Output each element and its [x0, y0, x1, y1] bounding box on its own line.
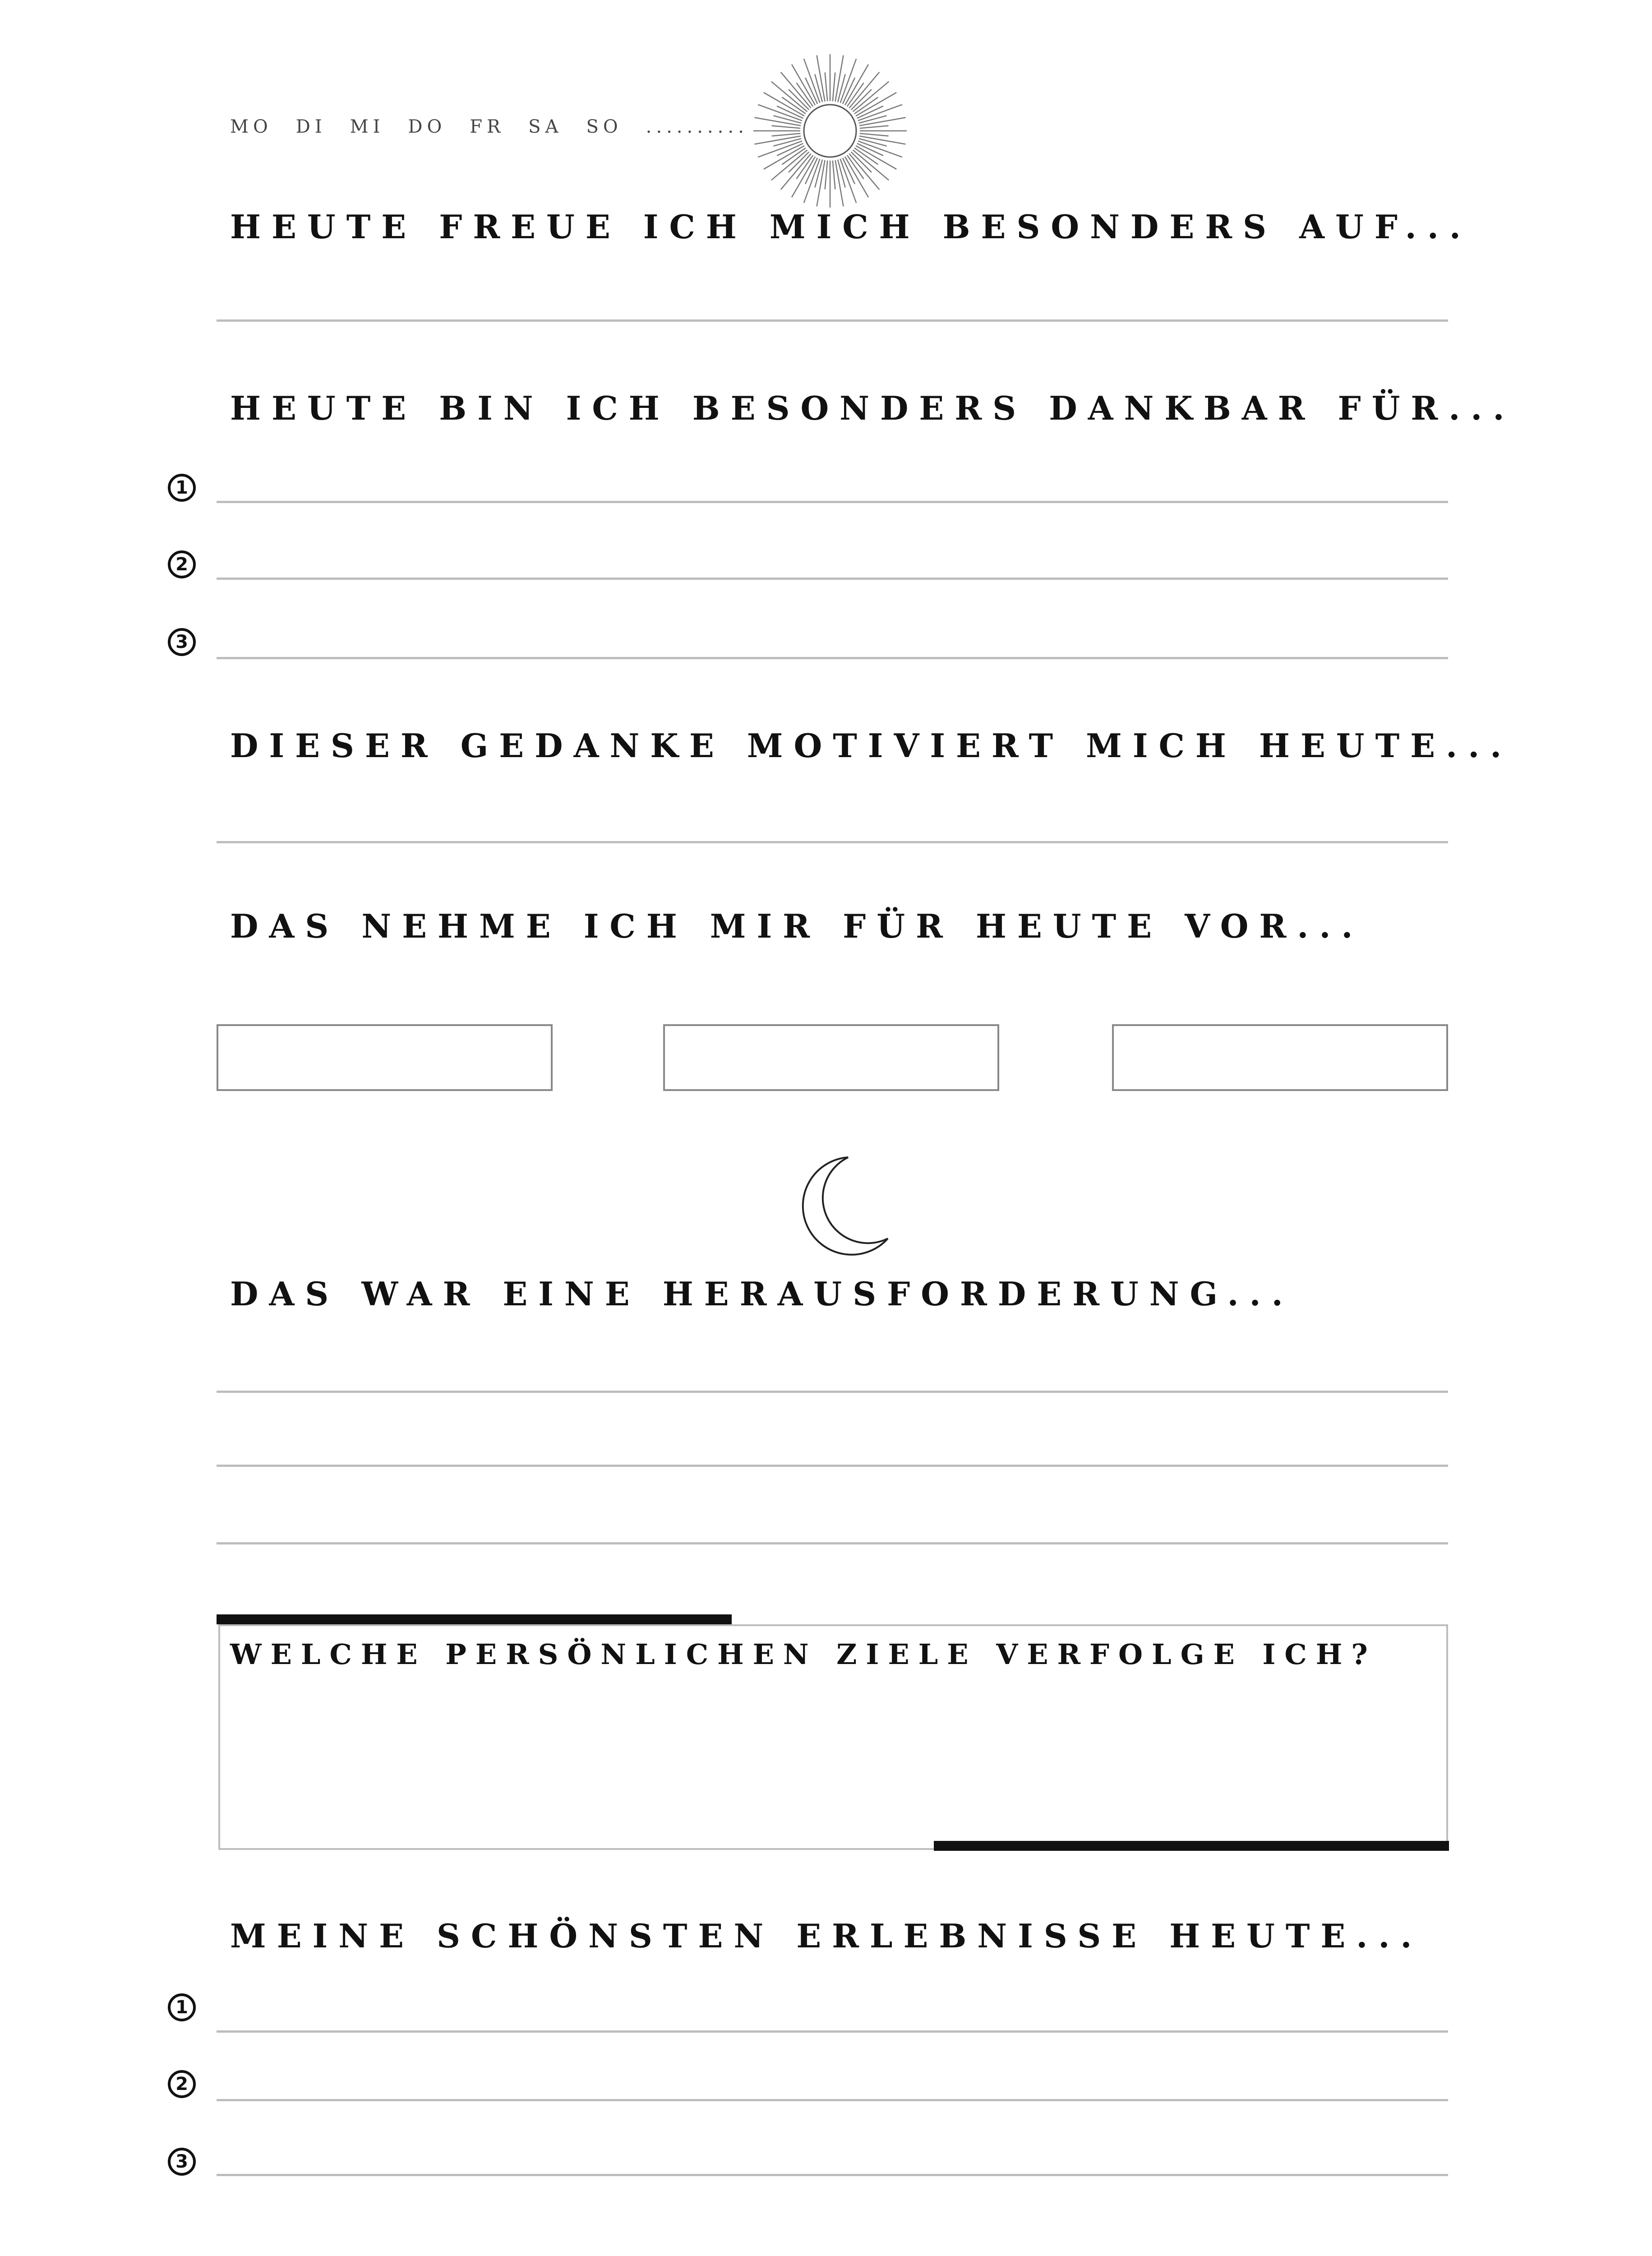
answer-line-highlights-3[interactable]: [217, 2174, 1448, 2176]
weekday-selector: [230, 116, 772, 137]
answer-line-joy[interactable]: [217, 319, 1448, 322]
answer-line-motivation[interactable]: [217, 841, 1448, 843]
answer-line-highlights-2[interactable]: [217, 2099, 1448, 2101]
number-badge: 1: [168, 1993, 196, 2021]
plan-box-1[interactable]: [217, 1024, 553, 1091]
heading-highlights: MEINE SCHÖNSTEN ERLEBNISSE HEUTE...: [230, 1917, 1423, 1955]
day-di[interactable]: DI: [295, 116, 327, 137]
day-so[interactable]: SO: [586, 116, 623, 137]
number-badge: 3: [168, 628, 196, 656]
answer-line-challenge-3[interactable]: [217, 1542, 1448, 1544]
number-badge: 1: [168, 474, 196, 502]
answer-line-challenge-2[interactable]: [217, 1465, 1448, 1467]
heading-goals: WELCHE PERSÖNLICHEN ZIELE VERFOLGE ICH?: [230, 1638, 1377, 1671]
number-badge: 3: [168, 2148, 196, 2176]
heading-motivation: DIESER GEDANKE MOTIVIERT MICH HEUTE...: [230, 726, 1513, 765]
moon-icon: [785, 1153, 893, 1261]
goals-accent-bar-top: [217, 1614, 732, 1624]
goals-accent-bar-bottom: [934, 1841, 1449, 1851]
answer-line-gratitude-1[interactable]: [217, 501, 1448, 503]
answer-line-gratitude-2[interactable]: [217, 578, 1448, 580]
day-mo[interactable]: MO: [230, 116, 272, 137]
day-do[interactable]: DO: [408, 116, 447, 137]
day-fr[interactable]: FR: [470, 116, 505, 137]
answer-line-highlights-1[interactable]: [217, 2030, 1448, 2033]
heading-plans: DAS NEHME ICH MIR FÜR HEUTE VOR...: [230, 907, 1364, 945]
heading-gratitude: HEUTE BIN ICH BESONDERS DANKBAR FÜR...: [230, 389, 1515, 427]
heading-challenge: DAS WAR EINE HERAUSFORDERUNG...: [230, 1275, 1294, 1313]
plan-box-3[interactable]: [1112, 1024, 1448, 1091]
day-sa[interactable]: SA: [528, 116, 563, 137]
answer-line-gratitude-3[interactable]: [217, 657, 1448, 659]
number-badge: 2: [168, 2070, 196, 2098]
day-mi[interactable]: MI: [350, 116, 385, 137]
date-blank[interactable]: ..........: [646, 116, 748, 137]
number-badge: 2: [168, 550, 196, 578]
answer-line-challenge-1[interactable]: [217, 1391, 1448, 1393]
sun-icon: [749, 50, 911, 212]
heading-joy: HEUTE FREUE ICH MICH BESONDERS AUF...: [230, 208, 1472, 246]
plan-box-2[interactable]: [663, 1024, 999, 1091]
